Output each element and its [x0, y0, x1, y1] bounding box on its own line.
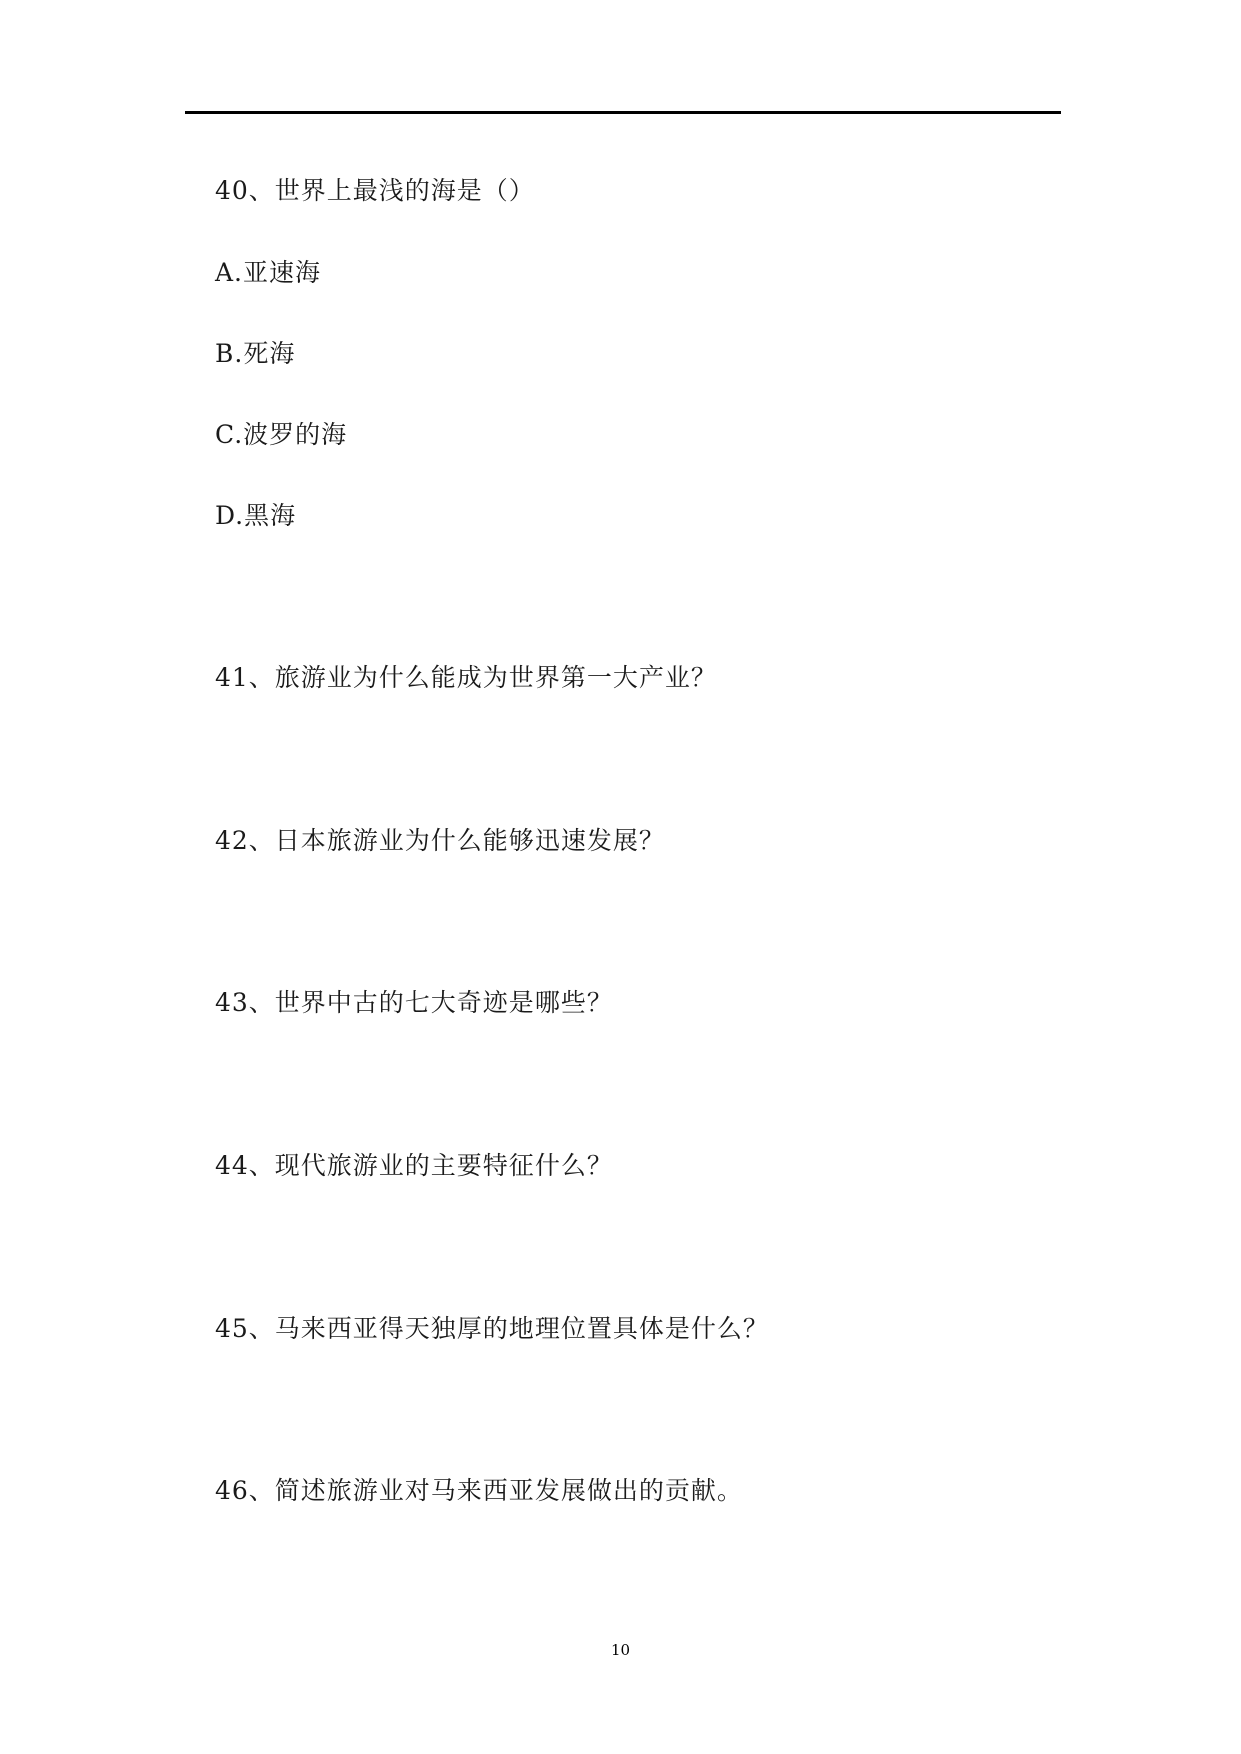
- question-40-option-c: C.波罗的海: [215, 420, 348, 449]
- question-46: 46、简述旅游业对马来西亚发展做出的贡献。: [215, 1476, 743, 1505]
- header-rule: [185, 111, 1061, 114]
- question-43: 43、世界中古的七大奇迹是哪些？: [215, 988, 613, 1017]
- question-40-option-b: B.死海: [215, 339, 296, 368]
- question-44: 44、现代旅游业的主要特征什么？: [215, 1151, 613, 1180]
- question-40-option-d: D.黑海: [215, 501, 297, 530]
- question-41: 41、旅游业为什么能成为世界第一大产业？: [215, 663, 717, 692]
- question-42: 42、日本旅游业为什么能够迅速发展？: [215, 826, 665, 855]
- question-40-stem: 40、世界上最浅的海是（）: [215, 176, 535, 205]
- page-number: 10: [610, 1641, 631, 1659]
- question-45: 45、马来西亚得天独厚的地理位置具体是什么？: [215, 1314, 769, 1343]
- question-40-option-a: A.亚速海: [215, 258, 322, 287]
